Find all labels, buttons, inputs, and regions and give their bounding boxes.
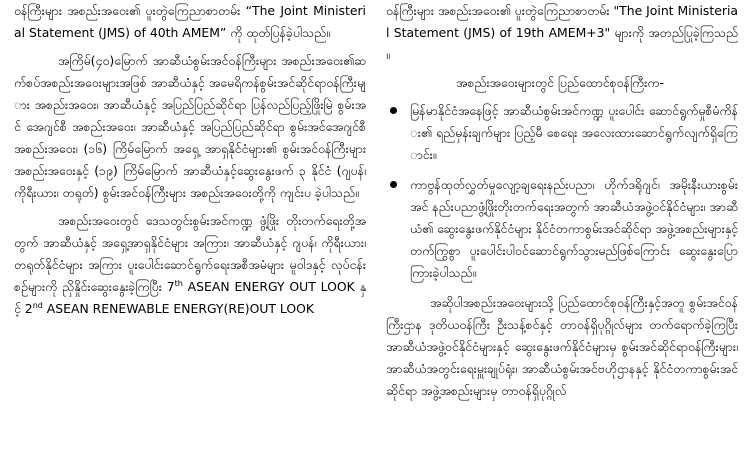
left-paragraph-1: ဝန်ကြီးများ အစည်းအဝေး၏ ပူးတွဲကြေညာစာတမ်း “The Joint Ministerial Statement (JMS) of 40th AMEM” ကို ထုတ်ပြန်ခဲ့ပါသည်။	[14, 3, 366, 40]
bullet-item-2	[386, 174, 738, 284]
left-paragraph-2: အကြိမ်(၄၀)မြောက် အာဆီယံစွမ်းအင်ဝန်ကြီးများ အစည်းအဝေး၏ဆက်စပ်အစည်းအဝေးများအဖြစ် အာဆီယံနှင့် အမေရိကန်စွမ်းအင်ဆိုင်ရာဝန်ကြီးများ အစည်းအဝေး၊ အာဆီယံနှင့် အပြည်ပြည်ဆိုင်ရာ ပြန်လည်ပြည့်ဖြိုးမြဲ စွမ်းအင် အေဂျင်စီ အစည်းအဝေး၊ အာဆီယံနှင့် အပြည်ပြည်ဆိုင်ရာ စွမ်းအင်အေဂျင်စီ အစည်းအဝေး၊ (၁၆) ကြိမ်မြောက် အရှေ့ အာရှနိုင်ငံများ၏ စွမ်းအင်ဝန်ကြီးများအစည်းအဝေးနှင့် (၁၉) ကြိမ်မြောက် အာဆီယံနှင့်ဆွေးနွေးဖက် ၃ နိုင်ငံ (ဂျပန်၊ ကိုရီးယား၊ တရုတ်) စွမ်းအင်ဝန်ကြီးများ အစည်းအဝေးတို့ကို ကျင်းပ ခဲ့ပါသည်။	[14, 53, 366, 200]
left-paragraph-3-text-a: အစည်းအဝေးတွင် ဒေသတွင်းစွမ်းအင်ကဏ္ဍ ဖွံ့ဖြိုး တိုးတက်ရေးတို့အတွက် အာဆီယံနှင့် အရှေ့အာရှနိုင်ငံများ အကြား၊ အာဆီယံနှင့် ဂျပန်၊ ကိုရီးယား၊ တရုတ်နိုင်ငံများ အကြား ပူးပေါင်းဆောင်ရွက်ရေးအစီအမံများ မူဝါဒနှင့် လုပ်ငန်းစဉ်များကို ညှိနှိုင်းဆွေးနွေးခဲ့ကြပြီး 7	[14, 213, 366, 294]
left-paragraph-3-text-c: ASEAN RENEWABLE ENERGY(RE)OUT LOOK	[42, 301, 315, 316]
right-column	[386, 0, 738, 408]
bullet-item-2-text: ကာဗွန်ထုတ်လွှတ်မှုလျော့ချရေးနည်းပညာ၊ ဟိုက်ဒရိုဂျင်၊ အမိုးနီးယားစွမ်းအင် နည်းပညာဖွံ့ဖြိုးတိုးတက်ရေးအတွက် အာဆီယံအဖွဲ့ဝင်နိုင်ငံများ၊ အာဆီယံ၏ ဆွေးနွေးဖက်နိုင်ငံများ နိုင်ငံတကာစွမ်းအင်ဆိုင်ရာ အဖွဲ့အစည်းများနှင့် တက်ကြွစွာ ပူးပေါင်းပါဝင်ဆောင်ရွက်သွားမည်ဖြစ်ကြောင်း ဆွေးနွေးပြောကြားခဲ့ပါသည်။	[410, 177, 738, 280]
left-column	[14, 0, 366, 326]
superscript-th: th	[174, 278, 183, 288]
bullet-dot-icon	[390, 107, 397, 114]
left-paragraph-3-text-b: ASEAN ENERGY OUT LOOK နှင့် 2	[14, 279, 366, 316]
bullet-item-1-text: မြန်မာနိုင်ငံအနေဖြင့် အာဆီယံစွမ်းအင်ကဏ္ဍ ပူးပေါင်း ဆောင်ရွက်မှုစီမံကိန်း၏ ရည်မှန်းချက်များ ပြည့်မီ စေရေး အလေးထားဆောင်ရွက်လျက်ရှိကြောင်း။	[410, 103, 738, 162]
right-paragraph-1: ဝန်ကြီးများ အစည်းအဝေး၏ ပူးတွဲကြေညာစာတမ်း "The Joint Ministerial Statement (JMS) of 19th AMEM+3" များကို အတည်ပြုခဲ့ကြသည်။	[386, 3, 738, 62]
bullet-item-1	[386, 100, 738, 166]
right-paragraph-3: အဆိုပါအစည်းအဝေးများသို့ ပြည်ထောင်စုဝန်ကြီးနှင့်အတူ စွမ်းအင်ဝန်ကြီးဌာန ဒုတိယဝန်ကြီး ဦးသန့်စင်နှင့် တာဝန်ရှိပုဂ္ဂိုလ်များ တက်ရောက်ခဲ့ကြပြီး အာဆီယံအဖွဲ့ဝင်နိုင်ငံများနှင့် ဆွေးနွေးဖက်နိုင်ငံများမှ စွမ်းအင်ဆိုင်ရာဝန်ကြီးများ၊ အာဆီယံအတွင်းရေးမှူးချုပ်ရုံး၊ အာဆီယံစွမ်းအင်ဗဟိုဌာနနှင့် နိုင်ငံတကာစွမ်းအင်ဆိုင်ရာ အဖွဲ့အစည်းများမှ တာဝန်ရှိပုဂ္ဂိုလ်	[386, 295, 738, 398]
superscript-nd: nd	[32, 300, 43, 310]
right-paragraph-2: အစည်းအဝေးများတွင် ပြည်ထောင်စုဝန်ကြီးက-	[456, 75, 664, 90]
left-paragraph-3	[14, 210, 366, 320]
bullet-list	[386, 100, 738, 284]
bullet-dot-icon	[390, 181, 397, 188]
